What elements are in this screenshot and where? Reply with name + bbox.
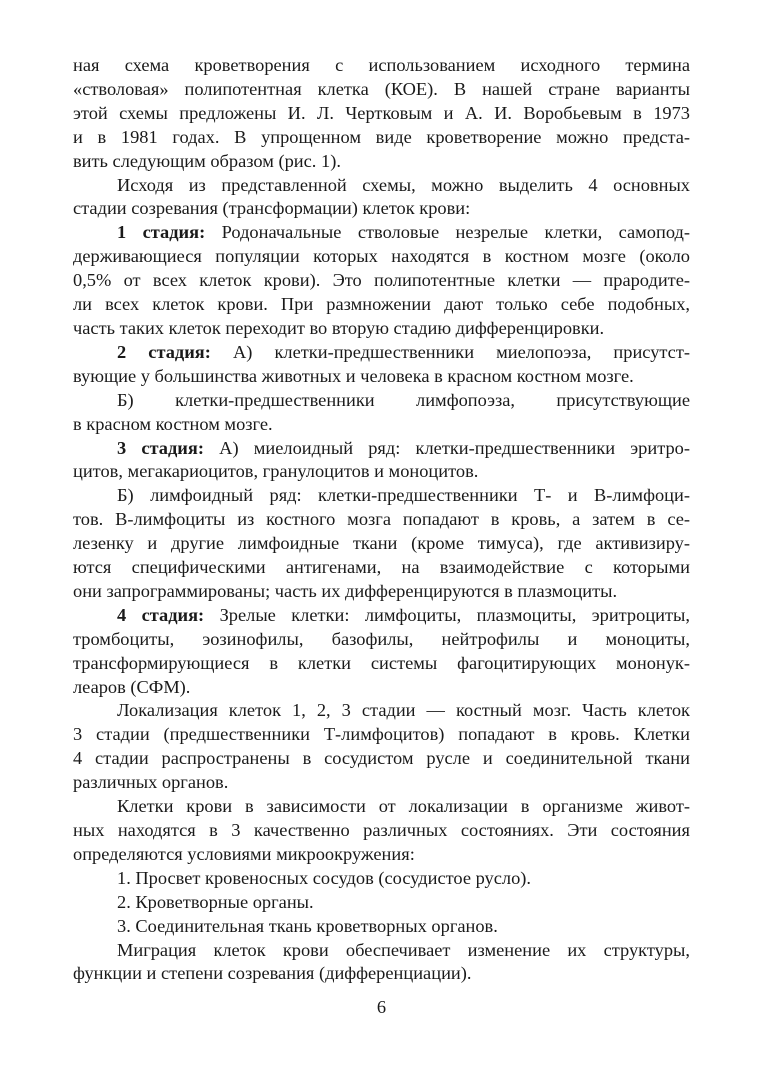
list-item — [73, 915, 690, 939]
list-item — [73, 867, 690, 891]
page-number: 6 — [376, 997, 387, 1017]
document-body — [73, 54, 690, 986]
paragraph-stage-4 — [73, 604, 690, 700]
list-item — [73, 891, 690, 915]
text-line: 4 стадии распространены в сосудистом русле и соединительной ткани — [73, 748, 690, 769]
paragraph-states — [73, 795, 690, 867]
text-line: Б) лимфоидный ряд: клетки-предшественники Т- и В-лимфоци- — [117, 485, 690, 506]
text-line: 2 стадия: А) клетки-предшественники миелопоэза, присутст- — [117, 341, 690, 362]
text-line: стадии созревания (трансформации) клеток крови: — [73, 198, 471, 219]
text-line: 3 стадия: А) миелоидный ряд: клетки-предшественники эритро- — [117, 437, 690, 458]
text-line: Клетки крови в зависимости от локализации в организме живот- — [117, 796, 690, 817]
text-line: 4 стадия: Зрелые клетки: лимфоциты, плазмоциты, эритроциты, — [117, 604, 690, 625]
stage-1-heading: 1 стадия: — [117, 222, 206, 243]
text-line: и в 1981 годах. В упрощенном виде кроветворение можно предста- — [73, 126, 690, 147]
text-line: Локализация клеток 1, 2, 3 стадии — костный мозг. Часть клеток — [117, 700, 690, 721]
text-line: Б) клетки-предшественники лимфопоэза, присутствующие — [117, 389, 690, 410]
text-line: ная схема кроветворения с использованием исходного термина — [73, 55, 690, 75]
paragraph-migration — [73, 939, 690, 987]
paragraph-stages-intro — [73, 174, 690, 222]
text-line: часть таких клеток переходит во вторую стадию дифференцировки. — [73, 317, 605, 338]
text-line: в красном костном мозге. — [73, 413, 273, 434]
stage-4-heading: 4 стадия: — [117, 604, 205, 625]
text-line: трансформирующиеся в клетки системы фагоцитирующих мононук- — [73, 652, 690, 673]
text-line: функции и степени созревания (дифференциации). — [73, 963, 472, 984]
paragraph-stage-1 — [73, 221, 690, 341]
text-line: тов. В-лимфоциты из костного мозга попадают в кровь, а затем в се- — [73, 509, 690, 530]
text-line: лезенку и другие лимфоидные ткани (кроме тимуса), где активизиру- — [73, 533, 690, 554]
text-line: этой схемы предложены И. Л. Чертковым и А. И. Воробьевым в 1973 — [73, 102, 690, 123]
text-line: 3 стадии (предшественники Т-лимфоцитов) попадают в кровь. Клетки — [73, 724, 690, 745]
text-line: вить следующим образом (рис. 1). — [73, 150, 341, 171]
paragraph-intro-continuation — [73, 54, 690, 174]
paragraph-stage-2 — [73, 341, 690, 389]
paragraph-stage-3b — [73, 484, 690, 604]
text-line: ются специфическими антигенами, на взаимодействие с которыми — [73, 557, 690, 578]
paragraph-localization — [73, 699, 690, 795]
text-line: тромбоциты, эозинофилы, базофилы, нейтрофилы и моноциты, — [73, 628, 690, 649]
text-line: 2. Кроветворные органы. — [117, 891, 314, 912]
text-line: ных находятся в 3 качественно различных состояниях. Эти состояния — [73, 820, 690, 840]
paragraph-stage-3 — [73, 437, 690, 485]
text-line: цитов, мегакариоцитов, гранулоцитов и моноцитов. — [73, 461, 479, 482]
stage-2-heading: 2 стадия: — [117, 341, 211, 362]
text-line: держивающиеся популяции которых находятся в костном мозге (около — [73, 246, 690, 267]
text-line: различных органов. — [73, 772, 229, 793]
text-line: 1 стадия: Родоначальные стволовые незрелые клетки, самопод- — [117, 222, 690, 243]
text-line: 0,5% от всех клеток крови). Это полипотентные клетки — прародите- — [73, 270, 690, 291]
text-line: определяются условиями микроокружения: — [73, 843, 415, 864]
text-line: они запрограммированы; часть их дифференцируются в плазмоциты. — [73, 580, 618, 601]
text-line: вующие у большинства животных и человека в красном костном мозге. — [73, 365, 634, 386]
text-line: Миграция клеток крови обеспечивает изменение их структуры, — [117, 939, 690, 960]
stage-3-heading: 3 стадия: — [117, 437, 204, 458]
text-line: Исходя из представленной схемы, можно выделить 4 основных — [117, 174, 690, 195]
text-line: леаров (СФМ). — [73, 676, 191, 697]
text-line: 1. Просвет кровеносных сосудов (сосудистое русло). — [117, 867, 532, 888]
paragraph-stage-2b — [73, 389, 690, 437]
text-line: ли всех клеток крови. При размножении дают только себе подобных, — [73, 294, 690, 315]
text-line: «стволовая» полипотентная клетка (КОЕ). В нашей стране варианты — [73, 78, 690, 99]
text-line: 3. Соединительная ткань кроветворных органов. — [117, 915, 498, 936]
